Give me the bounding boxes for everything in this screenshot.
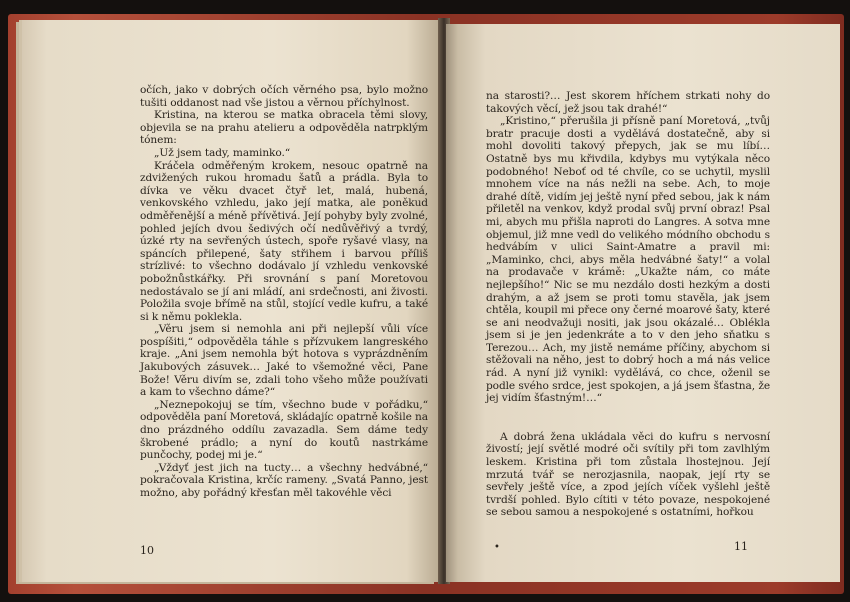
paragraph: A dobrá žena ukládala věci do kufru s nervosní živostí; její světlé modré oči svítily při tom zavlhlým leskem. Kristina při tom zůstala lhostejnou. Její mrzutá tvář se nerozjasnila, naopak, její rty se sevřely ještě více, a zpod jejích víček vyšlehl ještě tvrdší pohled. Bylo cítiti v této povaze, nespokojené se sebou samou a nespokojené s ostatními, hořkou [486,430,770,519]
paragraph: očích, jako v dobrých očích věrného psa, bylo možno tušiti oddanost nad vše jistou a věrnou příchylnost. [140,84,428,109]
paragraph: „Věru jsem si nemohla ani při nejlepší vůli více pospíšiti,“ odpověděla táhle s přízvukem langreského kraje. „Ani jsem nemohla být hotova s vyprázdněním Jakubových zásuvek… Jaké to všemožné věci, Pane Bože! Věru divím se, zdali toho všeho může používati a kam to všechno dáme?“ [140,323,428,399]
left-page [22,20,440,582]
paragraph: Kráčela odměřeným krokem, nesouc opatrně na zdvižených rukou hromadu šatů a prádla. Byla to dívka ve věku dvacet čtyř let, malá, hubená, venkovského vzhledu, jako její matka, ale poněkud odměřenější a méně přívětivá. Její pohyby byly zvolné, pohled jejích dvou šedivých očí nedůvěřivý a tvrdý, úzké rty na sevřených ústech, spoře ryšavé vlasy, na spáncích přilepené, šaty střihem i barvou příliš strízlivé: to všechno dodávalo jí vzhledu venkovské pobožnůstkářky. Při srovnání s paní Moretovou nedostávalo se jí ani mládí, ani srdečnosti, ani živosti. Položila svoje břímě na stůl, stojící vedle kufru, a také si k němu poklekla. [140,159,428,323]
paragraph: „Vždyť jest jich na tucty… a všechny hedvábné,“ pokračovala Kristina, krčíc rameny. „Svatá Panno, jest možno, aby pořádný křesťan měl takovéhle věci [140,461,428,499]
paragraph: Kristina, na kterou se matka obracela těmi slovy, objevila se na prahu atelieru a odpověděla natrpklým tónem: [140,109,428,147]
right-page [446,24,840,582]
paragraph: „Kristino,“ přerušila ji přísně paní Moretová, „tvůj bratr pracuje dosti a vydělává dostatečně, aby si mohl dovoliti takový přepych, jak se mu líbí… Ostatně bys mu křivdila, kdybys mu vytýkala něco podobného! Neboť od té chvíle, co se uchytil, myslil mnohem více na nás nežli na sebe. Ach, to moje drahé dítě, vidím jej ještě nyní před sebou, jak k nám přiletěl na venkov, když prodal svůj první obraz! Psal mi, abych mu přišla naproti do Langres. A sotva mne objemul, již mne vedl do velikého módního obchodu s hedvábím v ulici Saint-Amatre a pravil mi: „Maminko, chci, abys měla hedvábné šaty!“ a volal na prodavače v krámě: „Ukažte nám, co máte nejlepšího!“ Nic se mu nezdálo dosti hezkým a dosti drahým, a až jsem se proti tomu stavěla, jak jsem chtěla, koupil mi přece ony černé moarové šaty, které se ani neodvažuji nositi, jak jsou okázalé… Oblékla jsem si je jen jedenkráte a to v den jeho sňatku s Terezou… Ach, my jistě nemáme příčiny, abychom si stěžovali na něho, jest to dobrý hoch a má nás velice rád. A nyní již vynikl: vydělává, co chce, oženil se podle svého srdce, jest spokojen, a já jsem šťastna, že jej vidím šťastným!…“ [486,115,770,405]
paragraph: „Už jsem tady, maminko.“ [154,146,291,159]
paragraph: „Neznepokojuj se tím, všechno bude v pořádku,“ odpověděla paní Moretová, skládajíc opatrně košile na dno prázdného oddílu zavazadla. Sem dáme tedy škrobené prádlo; a nyní do koutů nastrkáme punčochy, podej mi je.“ [140,398,428,462]
paragraph: na starosti?… Jest skorem hříchem strkati nohy do takových věcí, jež jsou tak drahé!“ [486,90,770,115]
right-page-text [486,90,770,519]
page-number: 10 [140,544,154,557]
left-page-text [140,84,428,500]
paragraph-gap [486,405,770,431]
page-number: 11 [734,540,748,553]
bottom-mark: • [494,542,500,553]
